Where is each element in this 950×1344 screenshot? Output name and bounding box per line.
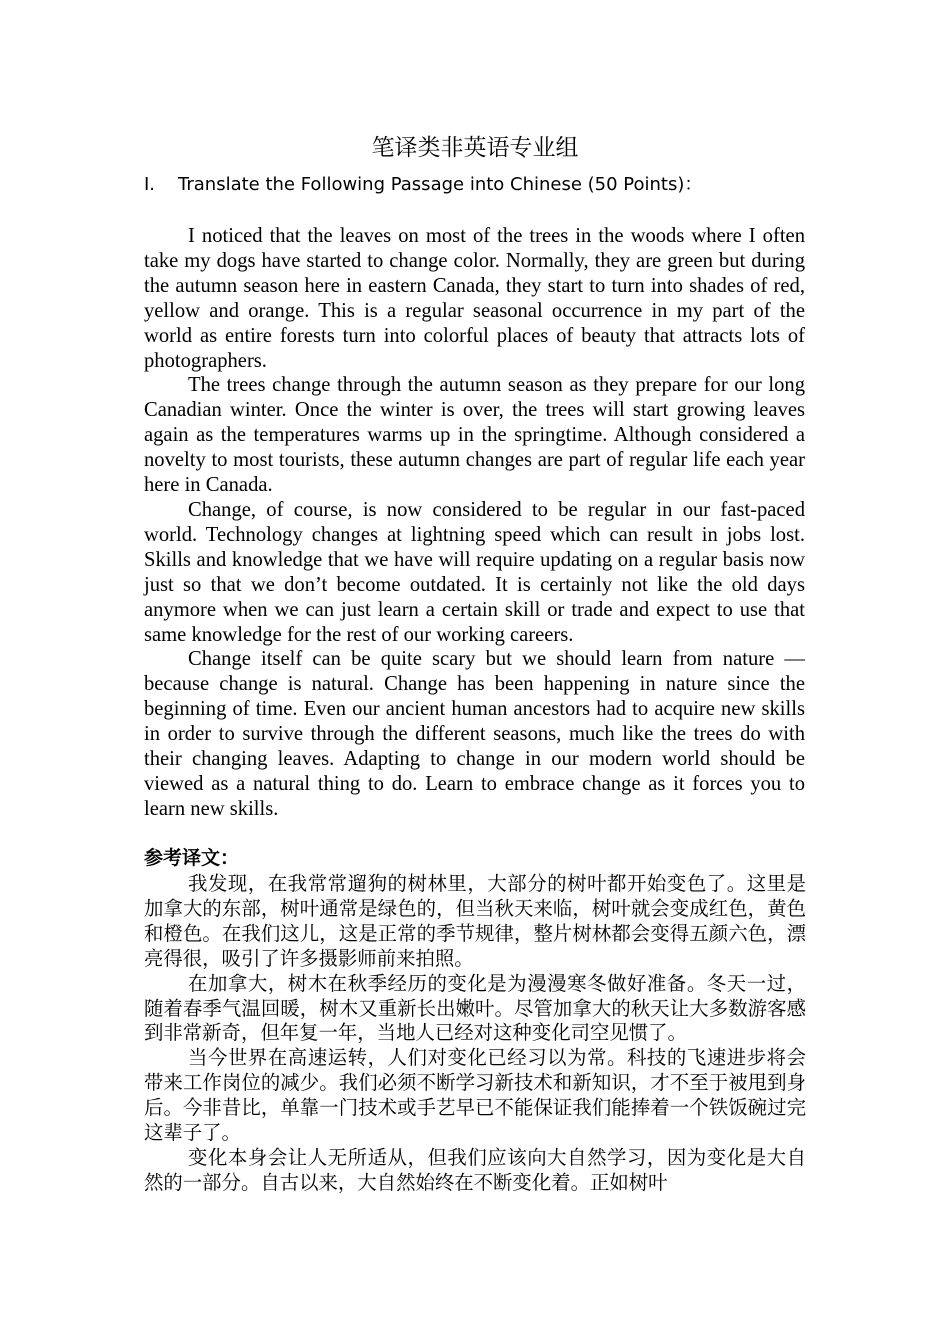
translation-paragraph: 当今世界在高速运转，人们对变化已经习以为常。科技的飞速进步将会带来工作岗位的减少。我们必须不断学习新技术和新知识，才不至于被甩到身后。今非昔比，单靠一门技术或手艺早已不能保证我们能捧着一个铁饭碗过完这辈子了。 <box>144 1046 806 1145</box>
translation-paragraph: 变化本身会让人无所适从，但我们应该向大自然学习，因为变化是大自然的一部分。自古以来，大自然始终在不断变化着。正如树叶 <box>144 1145 806 1194</box>
translation-paragraph: 我发现，在我常常遛狗的树林里，大部分的树叶都开始变色了。这里是加拿大的东部，树叶通常是绿色的，但当秋天来临，树叶就会变成红色，黄色和橙色。在我们这儿，这是正常的季节规律，整片树林都会变得五颜六色，漂亮得很，吸引了许多摄影师前来拍照。 <box>144 872 806 970</box>
passage-paragraph: I noticed that the leaves on most of the trees in the woods where I often take my dogs have started to change color. Normally, they are green but during the autumn season here in eastern Canada, they start to turn into shades of red, yellow and orange. This is a regular seasonal occurrence in my part of the world as entire forests turn into colorful places of beauty that attracts lots of photographers. <box>144 225 805 372</box>
passage-paragraph: The trees change through the autumn season as they prepare for our long Canadian winter. Once the winter is over, the trees will start growing leaves again as the temperatures warms up in the springtime. Although considered a novelty to most tourists, these autumn changes are part of regular life each year here in Canada. <box>144 374 805 497</box>
reference-translation-label: 参考译文： <box>144 847 240 869</box>
section-heading-text: Translate the Following Passage into Chinese (50 Points)： <box>178 174 703 195</box>
reference-translation <box>144 872 806 1196</box>
passage-paragraph: Change itself can be quite scary but we should learn from nature — because change is natural. Change has been happening in nature since the beginning of time. Even our ancient human ancestors had to acquire new skills in order to survive through the different seasons, much like the trees do with their changing leaves. Adapting to change in our modern world should be viewed as a natural thing to do. Learn to embrace change as it forces you to learn new skills. <box>144 648 805 820</box>
translation-paragraph: 在加拿大，树木在秋季经历的变化是为漫漫寒冬做好准备。冬天一过，随着春季气温回暖，树木又重新长出嫩叶。尽管加拿大的秋天让大多数游客感到非常新奇，但年复一年，当地人已经对这种变化司空见惯了。 <box>144 971 806 1045</box>
english-passage <box>144 224 805 822</box>
section-heading <box>144 172 702 198</box>
passage-paragraph: Change, of course, is now considered to be regular in our fast-paced world. Technology changes at lightning speed which can result in jobs lost. Skills and knowledge that we have will require updating on a regular basis now just so that we don’t become outdated. It is certainly not like the old days anymore when we can just learn a certain skill or trade and expect to use that same knowledge for the rest of our working careers. <box>144 498 805 646</box>
document-title: 笔译类非英语专业组 <box>371 135 579 161</box>
section-number: I. <box>144 174 156 195</box>
